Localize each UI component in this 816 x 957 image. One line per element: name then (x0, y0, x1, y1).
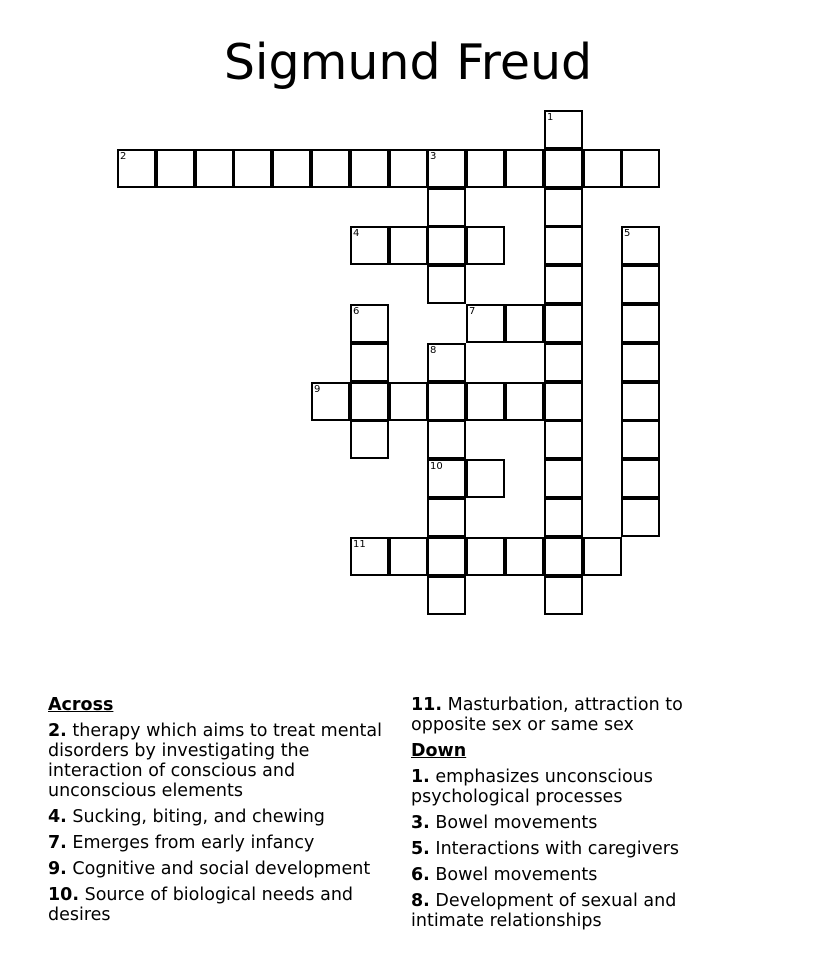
grid-cell[interactable] (621, 498, 660, 537)
grid-cell[interactable] (427, 537, 466, 576)
grid-cell[interactable] (427, 459, 466, 498)
grid-cell[interactable] (350, 420, 389, 459)
grid-cell[interactable] (544, 149, 583, 188)
grid-cell[interactable] (350, 149, 389, 188)
grid-cell[interactable] (544, 537, 583, 576)
grid-cell[interactable] (466, 149, 505, 188)
cell-number: 5 (624, 228, 631, 239)
clue-across-4: 4. Sucking, biting, and chewing (48, 807, 325, 827)
grid-cell[interactable] (427, 382, 466, 421)
clue-across-2: 2. therapy which aims to treat mental disorders by investigating the interaction of conscious and unconscious elements (48, 721, 382, 801)
grid-cell[interactable] (621, 265, 660, 304)
grid-cell[interactable] (272, 149, 311, 188)
clue-across-11: 11. Masturbation, attraction to opposite sex or same sex (411, 695, 683, 735)
grid-cell[interactable] (505, 149, 544, 188)
grid-cell[interactable] (117, 149, 156, 188)
clue-down-8: 8. Development of sexual and intimate relationships (411, 891, 677, 931)
grid-cell[interactable] (466, 459, 505, 498)
grid-cell[interactable] (311, 382, 350, 421)
clues-right-column (411, 695, 741, 937)
down-heading: Down (411, 741, 467, 761)
grid-cell[interactable] (621, 304, 660, 343)
cell-number: 3 (430, 151, 437, 162)
grid-cell[interactable] (544, 576, 583, 615)
grid-cell[interactable] (195, 149, 234, 188)
across-heading: Across (48, 695, 114, 715)
cell-number: 2 (120, 151, 127, 162)
grid-cell[interactable] (350, 343, 389, 382)
grid-cell[interactable] (389, 226, 428, 265)
cell-number: 4 (353, 228, 360, 239)
grid-cell[interactable] (350, 537, 389, 576)
grid-cell[interactable] (350, 382, 389, 421)
clue-across-7: 7. Emerges from early infancy (48, 833, 315, 853)
cell-number: 11 (353, 539, 366, 550)
cell-number: 7 (469, 306, 476, 317)
grid-cell[interactable] (544, 265, 583, 304)
grid-cell[interactable] (544, 459, 583, 498)
grid-cell[interactable] (427, 226, 466, 265)
grid-cell[interactable] (544, 226, 583, 265)
puzzle-title: Sigmund Freud (223, 34, 593, 91)
grid-cell[interactable] (466, 537, 505, 576)
grid-cell[interactable] (621, 226, 660, 265)
grid-cell[interactable] (427, 498, 466, 537)
cell-number: 10 (430, 461, 443, 472)
cell-number: 9 (314, 384, 321, 395)
grid-cell[interactable] (544, 343, 583, 382)
grid-cell[interactable] (583, 149, 622, 188)
cell-number: 1 (547, 112, 554, 123)
cell-number: 8 (430, 345, 437, 356)
grid-cell[interactable] (505, 304, 544, 343)
clue-down-3: 3. Bowel movements (411, 813, 598, 833)
grid-cell[interactable] (427, 576, 466, 615)
grid-cell[interactable] (466, 382, 505, 421)
grid-cell[interactable] (311, 149, 350, 188)
grid-cell[interactable] (233, 149, 272, 188)
grid-cell[interactable] (389, 382, 428, 421)
clue-across-10: 10. Source of biological needs and desires (48, 885, 354, 925)
grid-cell[interactable] (427, 420, 466, 459)
grid-cell[interactable] (544, 498, 583, 537)
grid-cell[interactable] (621, 343, 660, 382)
grid-cell[interactable] (621, 149, 660, 188)
grid-cell[interactable] (505, 382, 544, 421)
grid-cell[interactable] (621, 420, 660, 459)
grid-cell[interactable] (466, 226, 505, 265)
grid-cell[interactable] (621, 459, 660, 498)
grid-cell[interactable] (427, 149, 466, 188)
clues-left-column (48, 695, 398, 931)
cell-number: 6 (353, 306, 360, 317)
grid-cell[interactable] (544, 382, 583, 421)
grid-cell[interactable] (156, 149, 195, 188)
clue-down-5: 5. Interactions with caregivers (411, 839, 680, 859)
grid-cell[interactable] (350, 226, 389, 265)
grid-cell[interactable] (505, 537, 544, 576)
grid-cell[interactable] (427, 265, 466, 304)
clue-across-9: 9. Cognitive and social development (48, 859, 371, 879)
grid-cell[interactable] (466, 304, 505, 343)
grid-cell[interactable] (389, 537, 428, 576)
grid-cell[interactable] (427, 343, 466, 382)
grid-cell[interactable] (621, 382, 660, 421)
grid-cell[interactable] (544, 420, 583, 459)
grid-cell[interactable] (350, 304, 389, 343)
grid-cell[interactable] (544, 110, 583, 149)
grid-cell[interactable] (583, 537, 622, 576)
clue-down-6: 6. Bowel movements (411, 865, 598, 885)
grid-cell[interactable] (427, 188, 466, 227)
grid-cell[interactable] (544, 188, 583, 227)
grid-cell[interactable] (544, 304, 583, 343)
clue-down-1: 1. emphasizes unconscious psychological processes (411, 767, 653, 807)
grid-cell[interactable] (389, 149, 428, 188)
